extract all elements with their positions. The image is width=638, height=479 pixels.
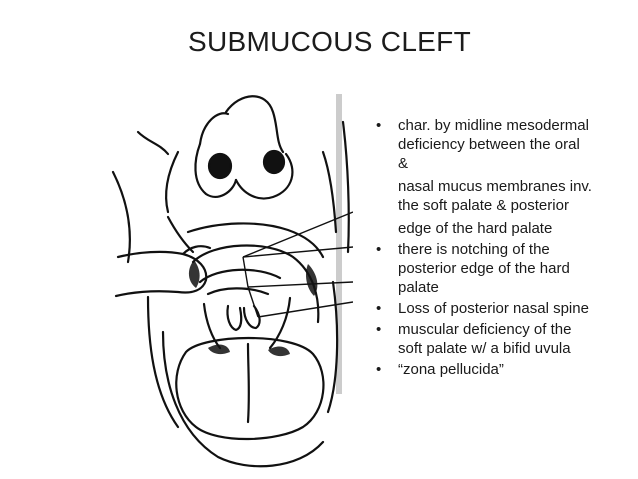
bullet-line: Loss of posterior nasal spine bbox=[398, 300, 589, 317]
slide-title: SUBMUCOUS CLEFT bbox=[188, 26, 471, 57]
bullet-list bbox=[374, 116, 624, 379]
bullet-dot: • bbox=[376, 241, 382, 258]
bullet-line: nasal mucus membranes inv. bbox=[398, 178, 592, 195]
bullet-item bbox=[374, 116, 624, 238]
open-mouth-palate-drawing-icon bbox=[108, 82, 353, 472]
bullet-line: posterior edge of the hard bbox=[398, 260, 570, 277]
bullet-line: edge of the hard palate bbox=[398, 220, 553, 237]
bullet-line: soft palate w/ a bifid uvula bbox=[398, 340, 571, 357]
bullet-line: there is notching of the bbox=[398, 241, 550, 258]
bullet-item bbox=[374, 320, 624, 358]
bullet-dot: • bbox=[376, 321, 382, 338]
bullet-dot: • bbox=[376, 117, 382, 134]
bullet-line: deficiency between the oral bbox=[398, 136, 580, 153]
bullet-item bbox=[374, 360, 624, 379]
bullet-item bbox=[374, 240, 624, 297]
bullet-line: palate bbox=[398, 279, 439, 296]
bullet-line: the soft palate & posterior bbox=[398, 197, 569, 214]
bullet-line: muscular deficiency of the bbox=[398, 321, 572, 338]
bullet-dot: • bbox=[376, 300, 382, 317]
bullet-line: & bbox=[398, 155, 409, 172]
bullet-line: “zona pellucida” bbox=[398, 361, 504, 378]
bullet-item bbox=[374, 299, 624, 318]
bullet-line: char. by midline mesodermal bbox=[398, 117, 589, 134]
bullet-dot: • bbox=[376, 361, 382, 378]
